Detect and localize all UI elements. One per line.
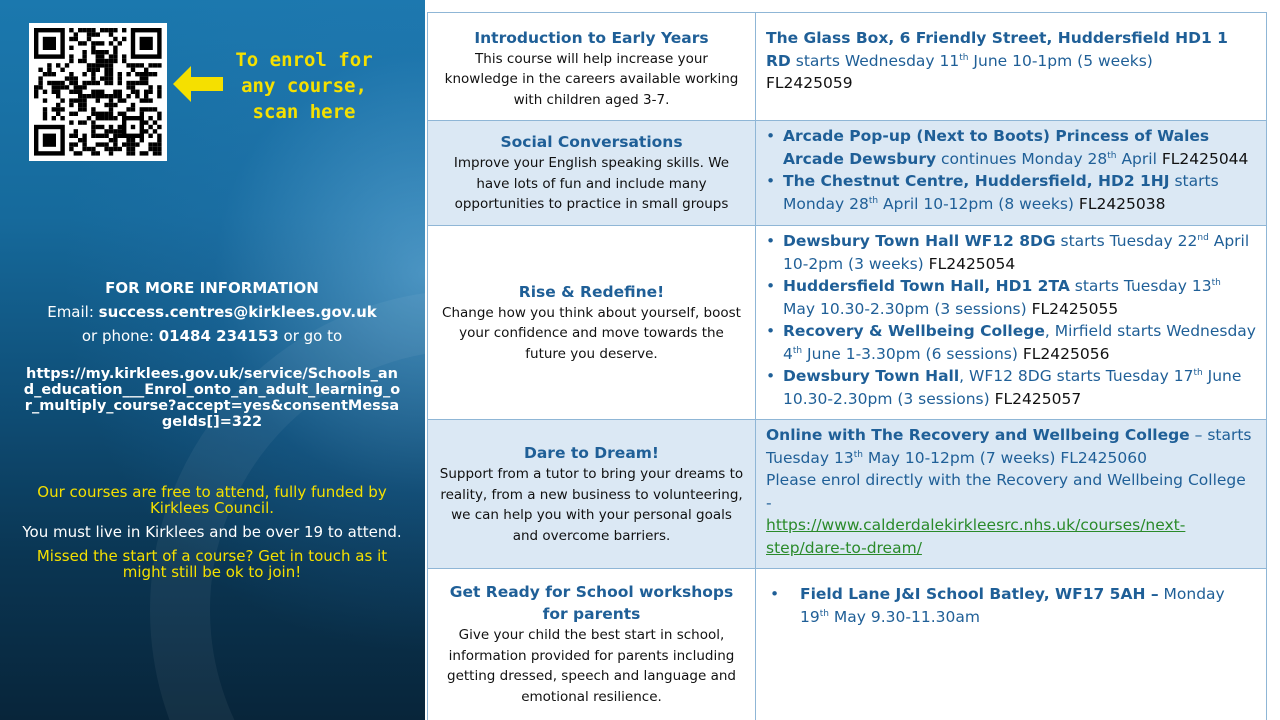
course-description: Support from a tutor to bring your dreams to reality, from a new business to volunteering, we can help you with your personal goals and overcome barriers. xyxy=(439,466,744,544)
session-when: starts Wednesday 11th June 10-1pm (5 weeks) xyxy=(795,51,1153,70)
list-item: • Recovery & Wellbeing College, Mirfield starts Wednesday 4th June 1-3.30pm (6 sessions) FL2425056 xyxy=(766,320,1256,365)
list-item: • Dewsbury Town Hall, WF12 8DG starts Tuesday 17th June 10.30-2.30pm (3 sessions) FL2425057 xyxy=(766,365,1256,410)
dare-to-dream-link[interactable]: https://www.calderdalekirkleesrc.nhs.uk/courses/next-step/dare-to-dream/ xyxy=(766,516,1186,557)
session-cell xyxy=(756,121,1267,225)
table-row xyxy=(427,12,1267,121)
enrol-url-link[interactable]: https://my.kirklees.gov.uk/service/Schools_and_education___Enrol_onto_an_adult_learning_or_multiply_course?accept=yes&consentMessageIds[]=322 xyxy=(23,366,401,430)
course-code: FL2425059 xyxy=(766,74,853,92)
course-cell xyxy=(427,13,756,120)
session-cell xyxy=(756,13,1267,120)
list-item: • Arcade Pop-up (Next to Boots) Princess of Wales Arcade Dewsbury continues Monday 28th April FL2425044 xyxy=(766,125,1256,170)
contact-info xyxy=(22,276,402,430)
session-cell xyxy=(756,569,1267,720)
table-row xyxy=(427,420,1267,569)
list-item: • The Chestnut Centre, Huddersfield, HD2 1HJ starts Monday 28th April 10-12pm (8 weeks) FL2425038 xyxy=(766,170,1256,215)
phone-label: or phone: xyxy=(81,327,154,345)
table-row xyxy=(427,569,1267,720)
course-title: Rise & Redefine! xyxy=(518,282,665,301)
info-panel xyxy=(0,0,425,720)
course-description: Improve your English speaking skills. We have lots of fun and include many opportunities to practice in small groups xyxy=(453,155,730,213)
enrol-callout: To enrol for any course, scan here xyxy=(235,49,373,123)
phone-number[interactable]: 01484 234153 xyxy=(158,327,279,345)
session-location: The Glass Box, 6 Friendly Street, Huddersfield HD1 1 RD xyxy=(766,29,1228,70)
session-cell xyxy=(756,226,1267,419)
session-when: – starts Tuesday 13th May 10-12pm (7 weeks) FL2425060 xyxy=(766,426,1252,467)
course-title: Social Conversations xyxy=(500,133,683,152)
qr-code[interactable] xyxy=(29,23,167,161)
info-heading: FOR MORE INFORMATION xyxy=(105,279,319,297)
course-title: Introduction to Early Years xyxy=(474,28,709,47)
course-notes xyxy=(22,484,402,588)
email-address[interactable]: success.centres@kirklees.gov.uk xyxy=(98,303,377,321)
session-cell xyxy=(756,420,1267,568)
email-line xyxy=(22,300,402,324)
note-eligibility: You must live in Kirklees and be over 19 to attend. xyxy=(22,523,402,541)
course-title: Get Ready for School workshops for parents xyxy=(449,583,734,623)
list-item: • Dewsbury Town Hall WF12 8DG starts Tuesday 22nd April 10-2pm (3 weeks) FL2425054 xyxy=(766,230,1256,275)
phone-line xyxy=(22,324,402,348)
note-free: Our courses are free to attend, fully funded by Kirklees Council. xyxy=(37,483,387,517)
table-row xyxy=(427,226,1267,420)
list-item: • Field Lane J&I School Batley, WF17 5AH – Monday 19th May 9.30-11.30am xyxy=(766,583,1256,628)
enrol-note: Please enrol directly with the Recovery and Wellbeing College - xyxy=(766,471,1246,512)
arrow-left-icon xyxy=(173,66,223,102)
course-description: Change how you think about yourself, boost your confidence and move towards the future you deserve. xyxy=(442,304,741,362)
course-description: Give your child the best start in school, information provided for parents including getting dressed, speech and language and emotional resilience. xyxy=(447,627,736,705)
course-title: Dare to Dream! xyxy=(523,444,660,462)
course-cell xyxy=(427,121,756,225)
course-description: This course will help increase your knowledge in the careers available working with children aged 3-7. xyxy=(444,50,739,108)
phone-suffix: or go to xyxy=(283,327,343,345)
email-label: Email: xyxy=(47,303,94,321)
course-cell xyxy=(427,226,756,419)
course-cell xyxy=(427,420,756,568)
note-missed: Missed the start of a course? Get in touch as it might still be ok to join! xyxy=(36,547,388,581)
list-item: • Huddersfield Town Hall, HD1 2TA starts Tuesday 13th May 10.30-2.30pm (3 sessions) FL2425055 xyxy=(766,275,1256,320)
qr-code-image xyxy=(29,23,167,161)
session-location: Online with The Recovery and Wellbeing College xyxy=(766,426,1190,444)
table-row xyxy=(427,121,1267,226)
course-cell xyxy=(427,569,756,720)
